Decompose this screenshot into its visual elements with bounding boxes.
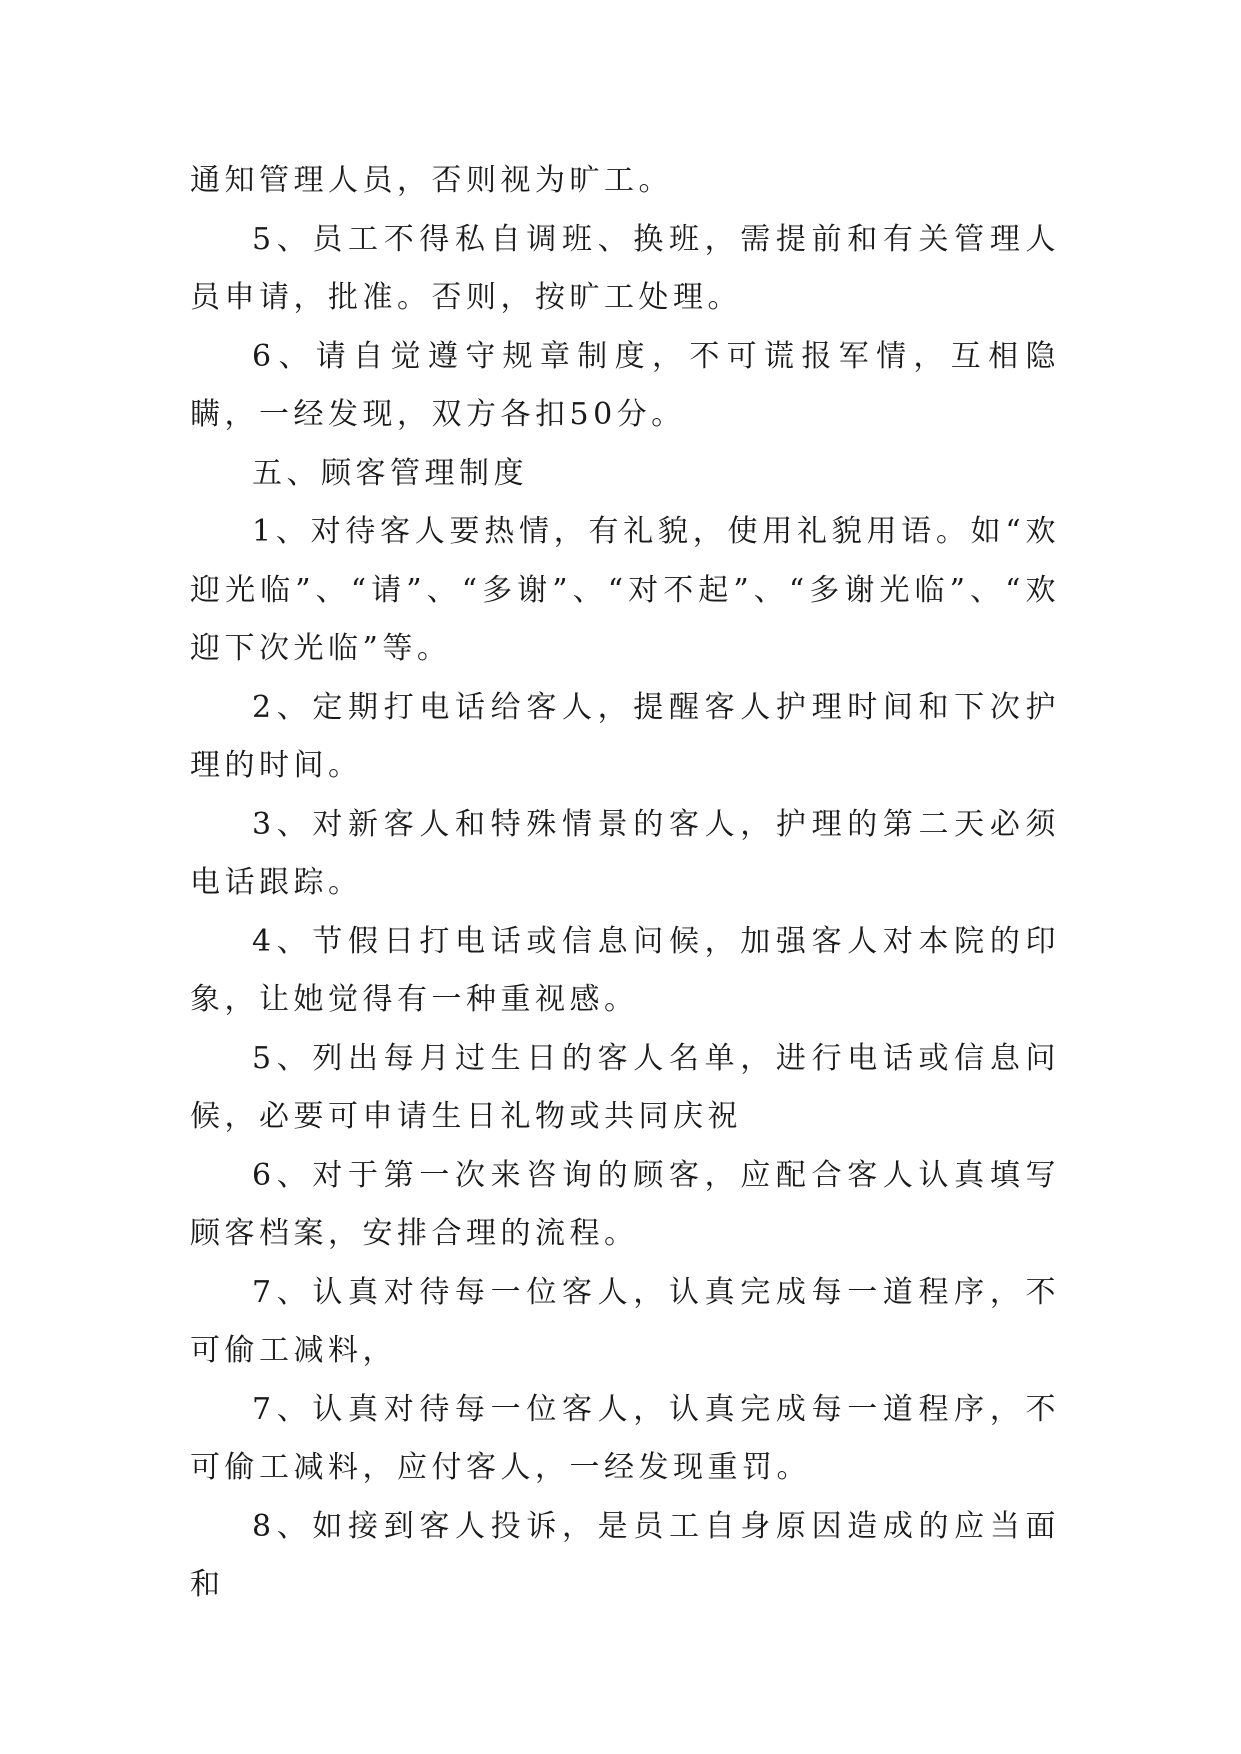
paragraph-rule-5-shift-swap: 5、员工不得私自调班、换班，需提前和有关管理人员申请，批准。否则，按旷工处理。	[190, 221, 1060, 315]
paragraph-continuation: 通知管理人员，否则视为旷工。	[190, 163, 673, 198]
paragraph-customer-rule-1: 1、对待客人要热情，有礼貌，使用礼貌用语。如“欢迎光临”、“请”、“多谢”、“对不起”、“多谢光临”、“欢迎下次光临”等。	[190, 514, 1060, 666]
paragraph-customer-rule-4: 4、节假日打电话或信息问候，加强客人对本院的印象，让她觉得有一种重视感。	[190, 923, 1060, 1017]
paragraph-customer-rule-5: 5、列出每月过生日的客人名单，进行电话或信息问候，必要可申请生日礼物或共同庆祝	[190, 1040, 1060, 1134]
paragraph-customer-rule-3: 3、对新客人和特殊情景的客人，护理的第二天必须电话跟踪。	[190, 806, 1060, 900]
document-body	[190, 152, 1060, 1615]
paragraph-customer-rule-8: 8、如接到客人投诉，是员工自身原因造成的应当面和	[190, 1508, 1060, 1602]
paragraph-customer-rule-7b: 7、认真对待每一位客人，认真完成每一道程序，不可偷工减料，应付客人，一经发现重罚。	[190, 1391, 1060, 1485]
paragraph-customer-rule-2: 2、定期打电话给客人，提醒客人护理时间和下次护理的时间。	[190, 689, 1060, 783]
section-heading-customer-management: 五、顾客管理制度	[252, 455, 528, 491]
paragraph-rule-6-honesty: 6、请自觉遵守规章制度，不可谎报军情，互相隐瞒，一经发现，双方各扣50分。	[190, 338, 1060, 432]
paragraph-customer-rule-6: 6、对于第一次来咨询的顾客，应配合客人认真填写顾客档案，安排合理的流程。	[190, 1157, 1060, 1251]
paragraph-customer-rule-7a: 7、认真对待每一位客人，认真完成每一道程序，不可偷工减料，	[190, 1274, 1060, 1368]
